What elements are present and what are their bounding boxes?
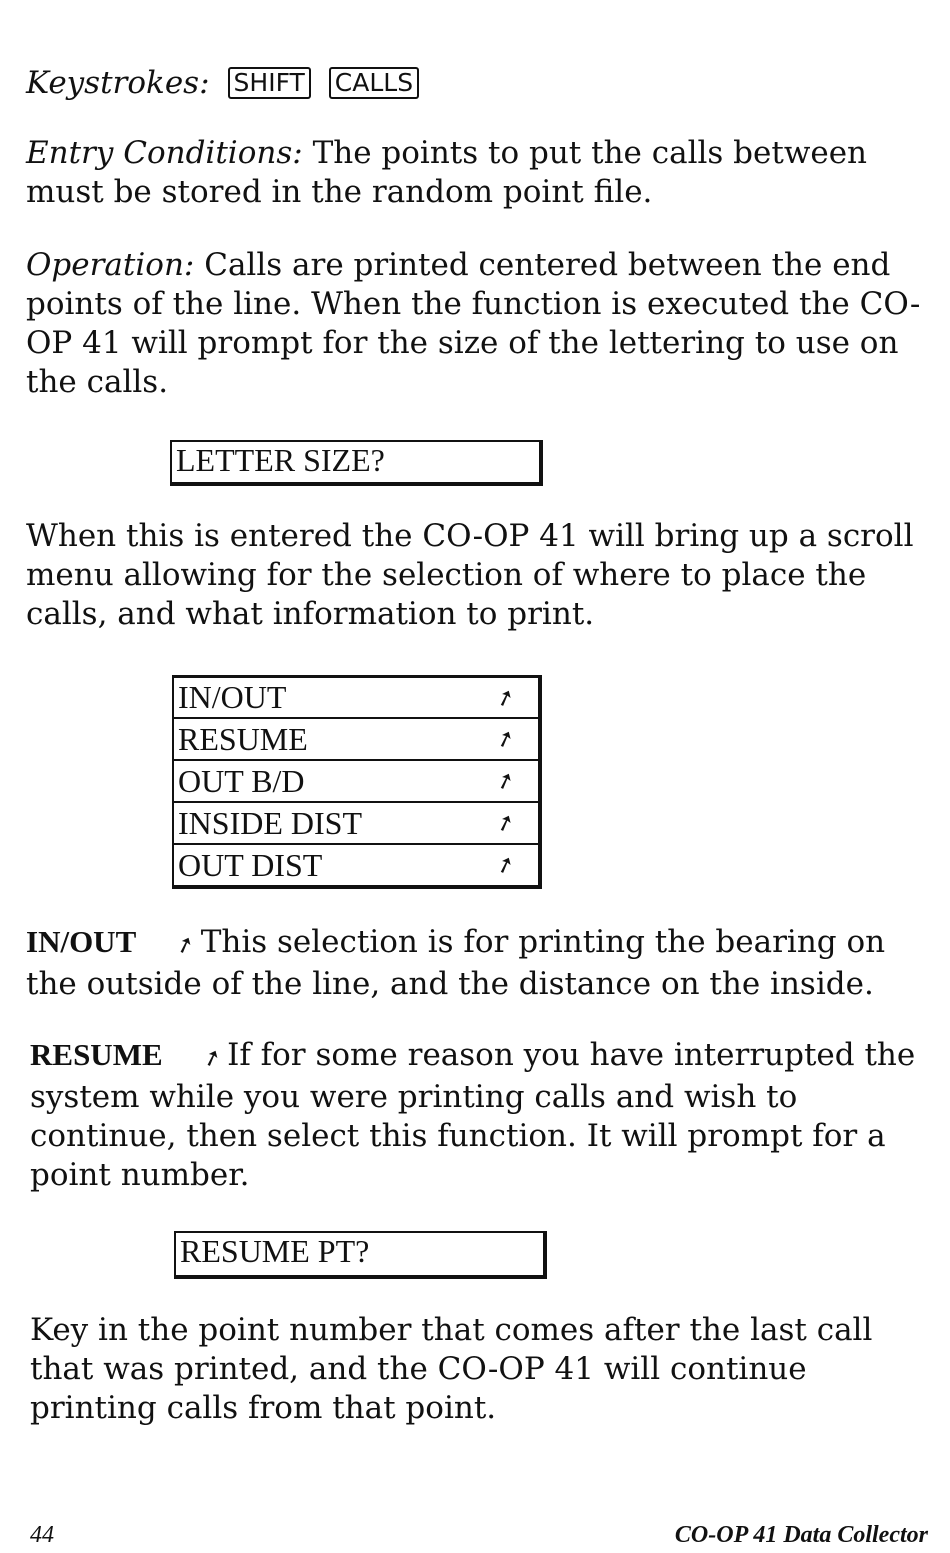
menu-item-in-out[interactable] [172, 675, 538, 717]
menu-item-label: OUT B/D [178, 762, 305, 799]
entry-conditions [26, 134, 931, 212]
entry-conditions-label: Entry Conditions: [26, 135, 303, 171]
menu-item-label: OUT DIST [178, 846, 323, 883]
menu-item-label: RESUME [178, 720, 308, 757]
operation-label: Operation: [26, 247, 195, 283]
resume-text: If for some reason you have interrupted the system while you were printing calls and wish to continue, then select this function. It will prompt for a point number. [30, 1037, 916, 1193]
resume-term: RESUME [30, 1037, 163, 1072]
menu-item-out-bd[interactable] [172, 759, 538, 801]
menu-item-label: INSIDE DIST [178, 804, 362, 841]
arrow-icon: ➚ [491, 849, 518, 880]
in-out-term: IN/OUT [26, 924, 137, 959]
scroll-menu [172, 675, 542, 889]
keystrokes-line [26, 64, 931, 103]
menu-item-inside-dist[interactable] [172, 801, 538, 843]
menu-item-out-dist[interactable] [172, 843, 538, 885]
operation-text: Calls are printed centered between the end points of the line. When the function is executed the CO-OP 41 will prompt for the size of the lettering to use on the calls. [26, 247, 921, 400]
scroll-menu-intro: When this is entered the CO-OP 41 will bring up a scroll menu allowing for the selection of where to place the calls, and what information to print. [26, 518, 914, 632]
in-out-description [26, 922, 931, 1004]
resume-pt-prompt: RESUME PT? [174, 1231, 547, 1279]
resume-description [30, 1035, 935, 1195]
footer-title: CO-OP 41 Data Collector [674, 1522, 928, 1548]
in-out-text: This selection is for printing the bearing on the outside of the line, and the distance on the inside. [26, 924, 886, 1002]
menu-item-label: IN/OUT [178, 679, 287, 715]
shift-key: SHIFT [228, 67, 311, 99]
calls-key: CALLS [329, 67, 419, 99]
entry-conditions-text: The points to put the calls between must be stored in the random point file. [26, 135, 868, 210]
arrow-icon: ➚ [491, 807, 518, 838]
menu-item-resume[interactable] [172, 717, 538, 759]
arrow-icon: ➚ [491, 682, 518, 712]
letter-size-prompt: LETTER SIZE? [170, 440, 543, 486]
arrow-icon: ➚ [172, 930, 199, 961]
page-number: 44 [30, 1522, 54, 1548]
keystrokes-label: Keystrokes: [26, 65, 210, 101]
arrow-icon: ➚ [198, 1043, 225, 1074]
arrow-icon: ➚ [491, 765, 518, 796]
arrow-icon: ➚ [491, 723, 518, 754]
operation [26, 246, 931, 402]
closing-paragraph: Key in the point number that comes after the last call that was printed, and the CO-OP 41 will continue printing calls from that point. [30, 1312, 873, 1426]
